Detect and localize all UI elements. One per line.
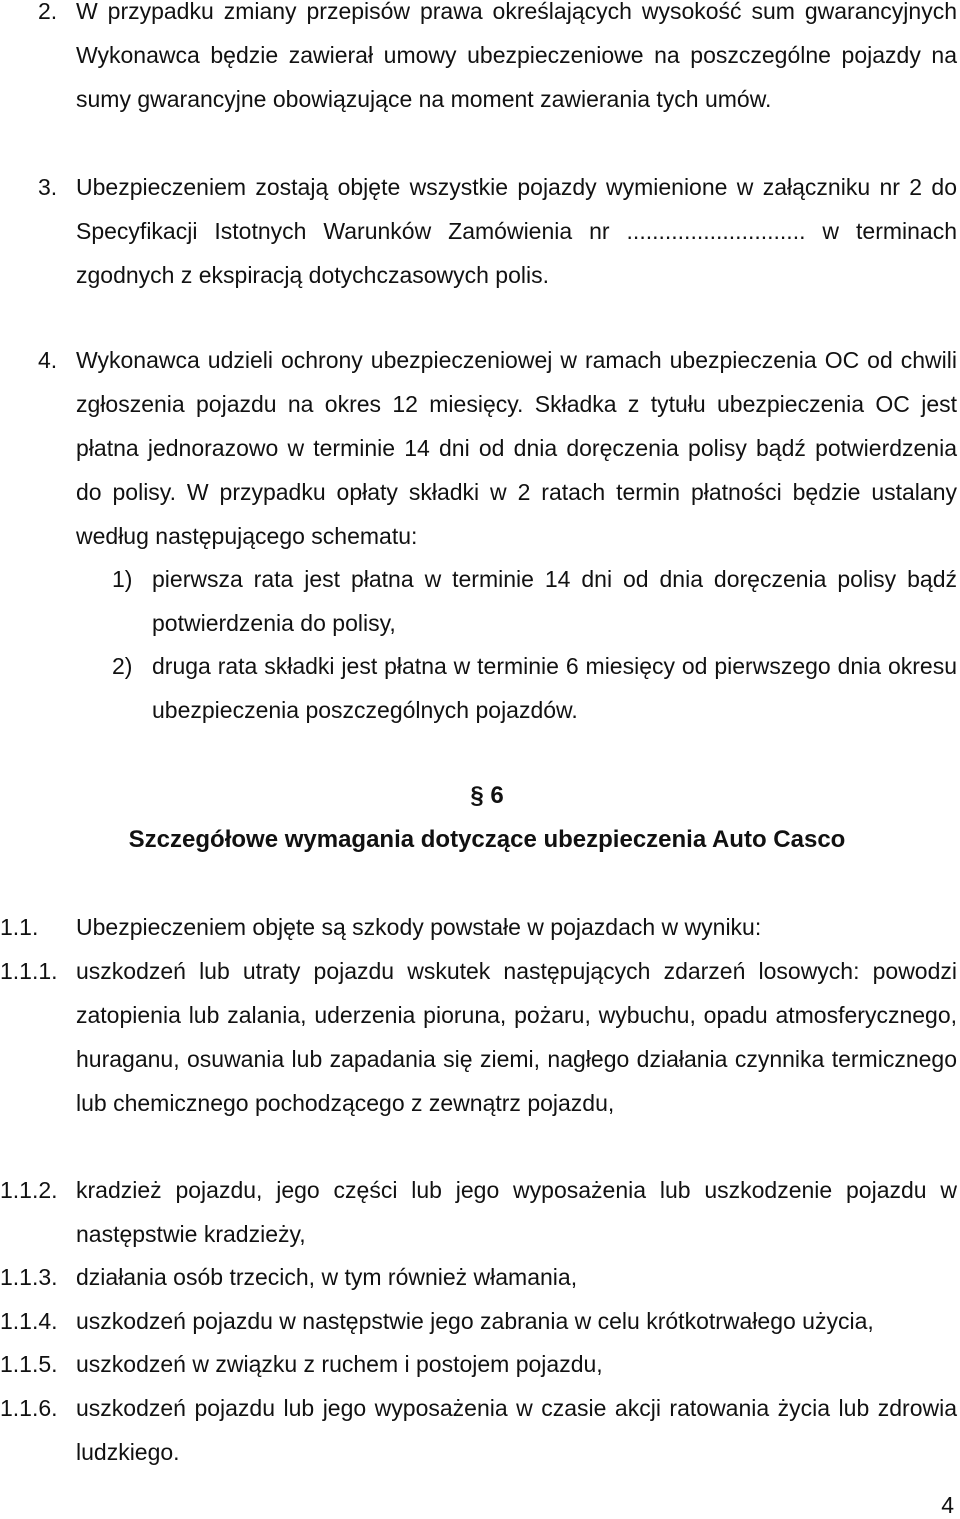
subitem-text: druga rata składki jest płatna w terminie 6 miesięcy od pierwszego dnia okresu ubezpieczenia poszczególnych pojazdów. <box>152 653 957 723</box>
subitem-1 <box>112 557 957 645</box>
clause-number: 1.1.1. <box>0 958 58 984</box>
clause-1-1-1 <box>0 949 960 1125</box>
clause-number: 1.1.3. <box>0 1264 58 1290</box>
clause-1-1-2 <box>0 1168 960 1256</box>
clause-1-1-4 <box>0 1299 960 1343</box>
item-text: W przypadku zmiany przepisów prawa określających wysokość sum gwarancyjnych Wykonawca będzie zawierał umowy ubezpieczeniowe na poszczególne pojazdy na sumy gwarancyjne obowiązujące na moment zawierania tych umów. <box>76 0 957 112</box>
clause-1-1 <box>0 905 960 949</box>
item-2 <box>0 0 957 121</box>
clause-number: 1.1.4. <box>0 1308 58 1334</box>
subitem-number: 2) <box>112 653 133 679</box>
clause-text: uszkodzeń pojazdu lub jego wyposażenia w czasie akcji ratowania życia lub zdrowia ludzkiego. <box>76 1395 957 1465</box>
clause-1-1-6 <box>0 1386 960 1474</box>
item-text: Ubezpieczeniem zostają objęte wszystkie pojazdy wymienione w załączniku nr 2 do Specyfikacji Istotnych Warunków Zamówienia nr ............................ w terminach zgodnych z ekspiracją dotychczasowych polis. <box>76 174 957 288</box>
item-3 <box>0 165 957 297</box>
clause-text: działania osób trzecich, w tym również włamania, <box>76 1264 578 1290</box>
section-title: Szczegółowe wymagania dotyczące ubezpieczenia Auto Casco <box>128 826 846 853</box>
clause-text: uszkodzeń lub utraty pojazdu wskutek następujących zdarzeń losowych: powodzi zatopienia lub zalania, uderzenia pioruna, pożaru, wybuchu, opadu atmosferycznego, huraganu, osuwania lub zapadania się ziemi, nagłego działania czynnika termicznego lub chemicznego pochodzącego z zewnątrz pojazdu, <box>76 958 957 1116</box>
clause-number: 1.1.6. <box>0 1395 58 1421</box>
clause-text: Ubezpieczeniem objęte są szkody powstałe w pojazdach w wyniku: <box>76 914 762 940</box>
clause-text: uszkodzeń w związku z ruchem i postojem pojazdu, <box>76 1351 603 1377</box>
subitem-text: pierwsza rata jest płatna w terminie 14 dni od dnia doręczenia polisy bądź potwierdzenia do polisy, <box>152 566 957 636</box>
item-4 <box>0 338 957 558</box>
section-sign: § 6 <box>470 782 504 809</box>
clause-text: kradzież pojazdu, jego części lub jego wyposażenia lub uszkodzenie pojazdu w następstwie kradzieży, <box>76 1177 957 1247</box>
item-text: Wykonawca udzieli ochrony ubezpieczeniowej w ramach ubezpieczenia OC od chwili zgłoszenia pojazdu na okres 12 miesięcy. Składka z tytułu ubezpieczenia OC jest płatna jednorazowo w terminie 14 dni od dnia doręczenia polisy bądź potwierdzenia do polisy. W przypadku opłaty składki w 2 ratach termin płatności będzie ustalany według następującego schematu: <box>76 347 957 549</box>
subitem-2 <box>112 644 957 732</box>
item-number: 3. <box>38 174 58 200</box>
clause-number: 1.1.2. <box>0 1177 58 1203</box>
item-number: 2. <box>38 0 58 24</box>
subitem-number: 1) <box>112 566 133 592</box>
clause-1-1-3 <box>0 1255 960 1299</box>
item-number: 4. <box>38 347 58 373</box>
clause-number: 1.1. <box>0 914 39 940</box>
page-number: 4 <box>941 1492 954 1518</box>
clause-text: uszkodzeń pojazdu w następstwie jego zabrania w celu krótkotrwałego użycia, <box>76 1308 874 1334</box>
clause-number: 1.1.5. <box>0 1351 58 1377</box>
clause-1-1-5 <box>0 1342 960 1386</box>
